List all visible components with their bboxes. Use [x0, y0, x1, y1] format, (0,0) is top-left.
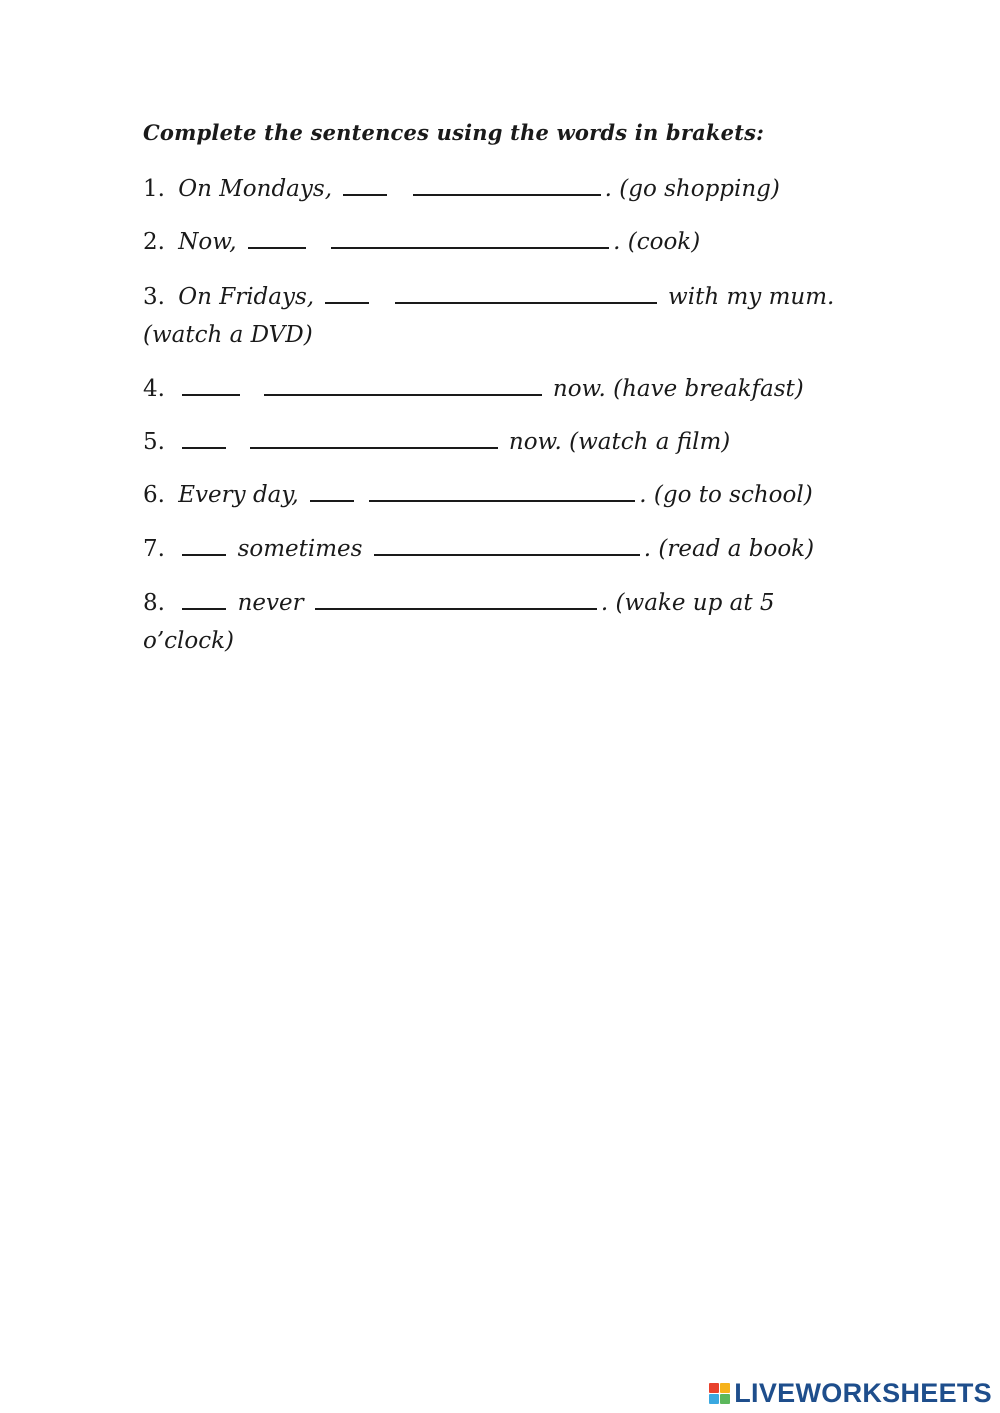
blank-subject[interactable]: [182, 586, 226, 610]
exercise-1: [143, 170, 863, 208]
logo-square-red: [709, 1383, 719, 1393]
blank-subject[interactable]: [343, 172, 387, 196]
exercise-text: Every day,: [178, 482, 299, 508]
blank-verb[interactable]: [369, 478, 635, 502]
exercise-7: [143, 530, 863, 568]
exercise-number: 8.: [143, 590, 165, 616]
logo-square-green: [720, 1394, 730, 1404]
exercise-hint: . (read a book): [643, 536, 815, 562]
exercise-text: On Fridays,: [178, 284, 315, 310]
brand-name: LIVEWORKSHEETS: [734, 1377, 992, 1408]
blank-subject[interactable]: [248, 225, 306, 249]
blank-subject[interactable]: [310, 478, 354, 502]
blank-subject[interactable]: [325, 280, 369, 304]
exercise-number: 1.: [143, 176, 165, 202]
blank-verb[interactable]: [250, 425, 498, 449]
exercise-hint: . (go to school): [639, 482, 813, 508]
exercise-5: [143, 423, 863, 461]
exercise-hint: . (go shopping): [604, 176, 780, 202]
exercise-hint: . (cook): [613, 229, 701, 255]
exercise-6: [143, 476, 863, 514]
blank-verb[interactable]: [395, 280, 657, 304]
logo-square-yellow: [720, 1383, 730, 1393]
exercise-adverb: never: [237, 590, 304, 616]
blank-verb[interactable]: [331, 225, 609, 249]
blank-verb[interactable]: [264, 372, 542, 396]
exercise-number: 4.: [143, 376, 165, 402]
exercise-text: On Mondays,: [178, 176, 332, 202]
exercise-text: Now,: [178, 229, 237, 255]
blank-subject[interactable]: [182, 532, 226, 556]
exercise-8: [143, 584, 863, 660]
logo-square-blue: [709, 1394, 719, 1404]
exercise-4: [143, 370, 863, 408]
exercise-3: [143, 278, 863, 354]
blank-verb[interactable]: [315, 586, 597, 610]
liveworksheets-brand: [709, 1379, 992, 1407]
blank-subject[interactable]: [182, 425, 226, 449]
liveworksheets-logo-icon: [709, 1383, 730, 1404]
exercise-2: [143, 223, 863, 261]
blank-verb[interactable]: [374, 532, 640, 556]
exercise-number: 6.: [143, 482, 165, 508]
instructions-title: Complete the sentences using the words in brakets:: [143, 120, 765, 145]
exercise-number: 5.: [143, 429, 165, 455]
blank-subject[interactable]: [182, 372, 240, 396]
exercise-hint: now. (watch a film): [508, 429, 731, 455]
blank-verb[interactable]: [413, 172, 601, 196]
exercise-number: 7.: [143, 536, 165, 562]
exercise-hint: . (wake up at 5 o’clock): [143, 590, 775, 654]
exercise-hint: with my mum. (watch a DVD): [143, 284, 835, 348]
exercise-number: 3.: [143, 284, 165, 310]
exercise-hint: now. (have breakfast): [552, 376, 804, 402]
exercise-number: 2.: [143, 229, 165, 255]
exercise-adverb: sometimes: [237, 536, 363, 562]
